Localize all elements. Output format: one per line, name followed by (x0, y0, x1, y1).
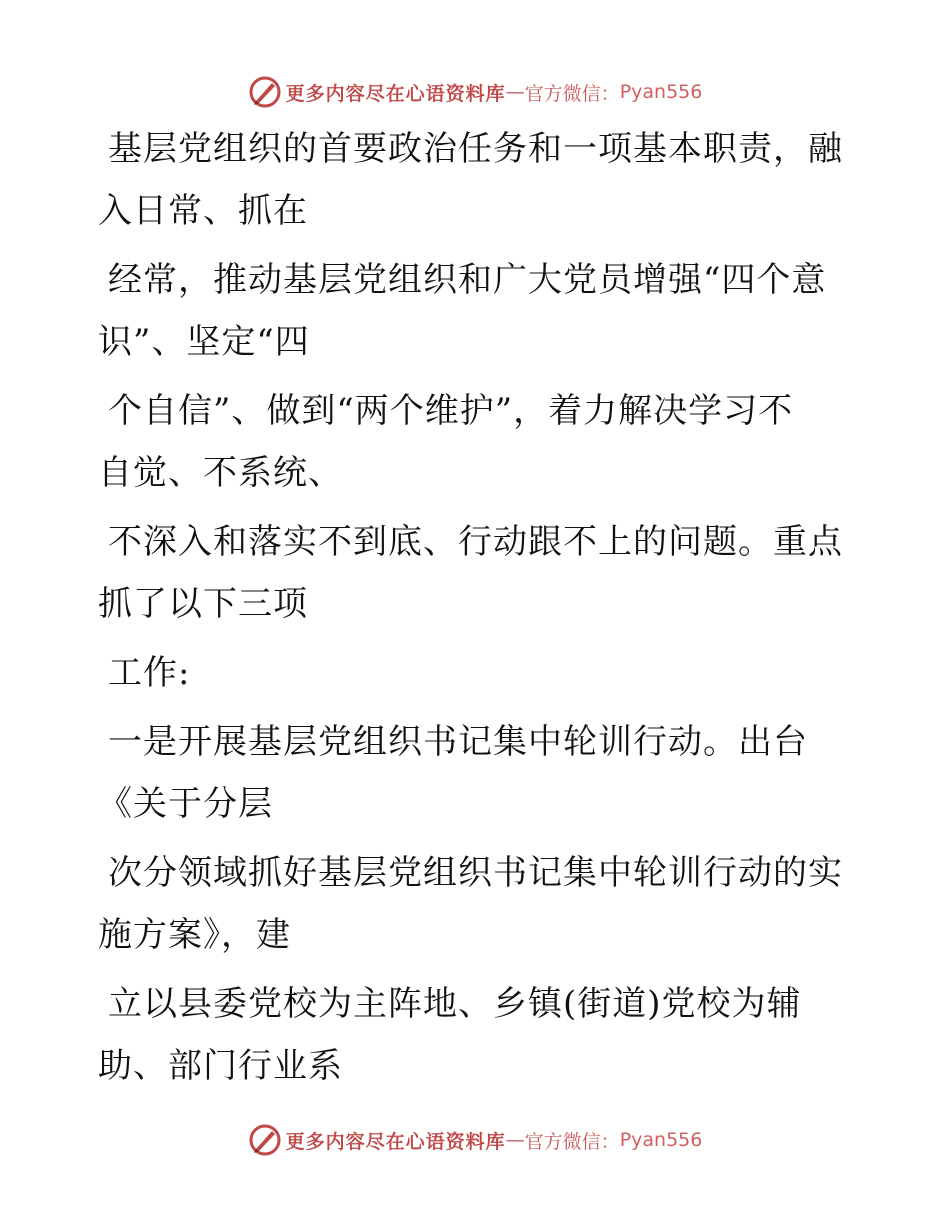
paragraph-line: 识”、坚定“四 (98, 322, 310, 362)
banner-wechat-label: 官方微信： (524, 82, 620, 105)
paragraph-line: 不深入和落实不到底、行动跟不上的问题。重点 (108, 522, 843, 562)
footer-banner (0, 1120, 950, 1160)
paragraph (98, 118, 843, 242)
banner-brand: 更多内容尽在心语资料库 (285, 82, 506, 105)
paragraph (98, 511, 843, 635)
paragraph (98, 642, 838, 704)
paragraph-line: 经常，推动基层党组织和广大党员增强“四个意 (108, 260, 827, 300)
paragraph (98, 973, 838, 1097)
paragraph-line: 施方案》，建 (98, 915, 291, 955)
paragraph-line: 《关于分层 (98, 784, 273, 824)
paragraph (98, 842, 843, 966)
banner-dash: — (505, 1129, 525, 1151)
pen-logo-icon (248, 75, 282, 109)
banner-wechat-id: Pyan556 (619, 1129, 703, 1151)
pen-logo-icon (248, 1123, 282, 1157)
header-banner (0, 72, 950, 112)
paragraph-line: 基层党组织的首要政治任务和一项基本职责，融 (108, 129, 843, 169)
banner-wechat-id: Pyan556 (619, 81, 703, 103)
paragraph-line: 抓了以下三项 (98, 584, 308, 624)
paragraph-line: 立以县委党校为主阵地、乡镇(街道)党校为辅 (108, 984, 802, 1024)
paragraph (98, 711, 838, 835)
paragraph-line: 工作: (108, 653, 191, 693)
paragraph-line: 个自信”、做到“两个维护”，着力解决学习不 (108, 391, 794, 431)
paragraph (98, 380, 838, 504)
banner-wechat-label: 官方微信： (524, 1130, 620, 1153)
paragraph-line: 一是开展基层党组织书记集中轮训行动。出台 (108, 722, 808, 762)
banner-brand: 更多内容尽在心语资料库 (285, 1130, 506, 1153)
paragraph-line: 次分领域抓好基层党组织书记集中轮训行动的实 (108, 853, 843, 893)
paragraph-line: 助、部门行业系 (98, 1046, 343, 1086)
paragraph (98, 249, 838, 373)
paragraph-line: 自觉、不系统、 (98, 453, 343, 493)
banner-dash: — (505, 81, 525, 103)
document-body (98, 118, 843, 1104)
paragraph-line: 入日常、抓在 (98, 191, 308, 231)
